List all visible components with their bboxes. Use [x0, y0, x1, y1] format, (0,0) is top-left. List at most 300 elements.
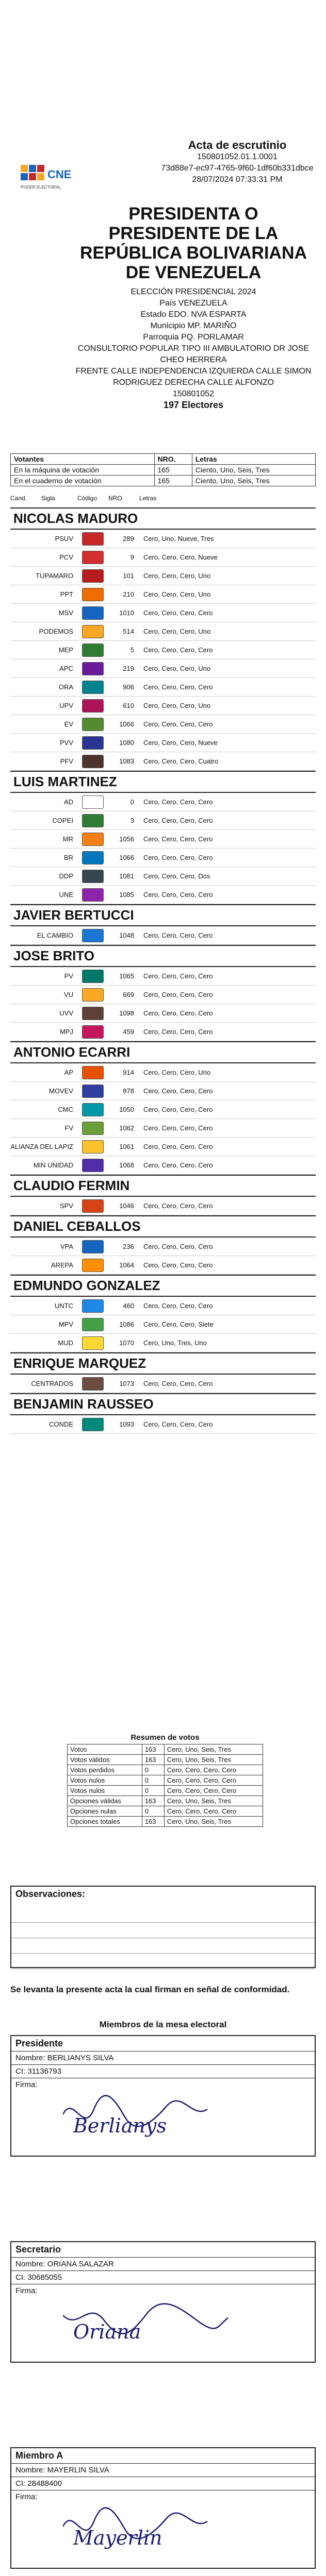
summary-words: Cero, Uno, Seis, Tres	[164, 1796, 263, 1806]
party-code: 1048	[119, 931, 134, 939]
center-code: 150801052	[172, 389, 215, 398]
acta-code: 150801052.01.1.0001	[197, 152, 278, 161]
party-code: 1093	[119, 1420, 134, 1428]
subheader-codigo: Código	[77, 495, 97, 502]
party-emblem	[77, 1024, 108, 1040]
party-sigla: PODEMOS	[39, 628, 73, 635]
party-emblem	[77, 531, 108, 547]
party-votes-words: Cero, Cero, Cero, Cero	[143, 609, 213, 617]
subheader-nro: NRO.	[108, 495, 124, 502]
party-emblem-icon	[82, 1025, 104, 1039]
parish: Parroquia PQ. PORLAMAR	[143, 333, 244, 342]
party-sigla: MOVEV	[49, 1087, 73, 1095]
party-code: 1050	[119, 1106, 134, 1113]
party-emblem	[77, 813, 108, 828]
subheader-letras: Letras	[139, 495, 157, 502]
party-sigla: CONDE	[49, 1420, 73, 1428]
party-code: 289	[123, 535, 134, 543]
party-sigla: AD	[63, 798, 73, 806]
party-votes-words: Cero, Uno, Nueve, Tres	[143, 535, 214, 543]
party-sigla: PVV	[59, 739, 73, 747]
signature-text: Mayerlin	[73, 2527, 162, 2549]
party-code: 1056	[119, 835, 134, 843]
party-code: 914	[123, 1069, 134, 1076]
party-code: 1083	[119, 757, 134, 765]
party-code: 460	[123, 1302, 134, 1310]
cell: 165	[154, 465, 192, 476]
party-row	[10, 604, 316, 622]
party-row	[10, 530, 316, 548]
summary-number: 0	[142, 1806, 164, 1817]
party-votes-words: Cero, Cero, Cero, Uno	[143, 665, 211, 672]
party-code: 1080	[119, 739, 134, 747]
party-code: 1066	[119, 720, 134, 728]
party-code: 514	[123, 628, 134, 635]
signer-name: Nombre: BERLIANYS SILVA	[11, 2052, 315, 2065]
party-sigla: MPV	[58, 1320, 73, 1328]
party-emblem-icon	[82, 736, 104, 750]
party-sigla: PV	[64, 972, 73, 980]
party-sigla: PSUV	[55, 535, 73, 543]
party-row	[10, 1023, 316, 1041]
candidate-group	[10, 507, 316, 771]
party-emblem	[77, 1335, 108, 1351]
party-row	[10, 1063, 316, 1082]
party-emblem	[77, 661, 108, 676]
signer-block	[10, 2241, 316, 2363]
party-votes-words: Cero, Cero, Cero, Cero	[143, 798, 213, 806]
party-emblem-icon	[82, 1103, 104, 1116]
party-emblem-icon	[82, 662, 104, 675]
summary-label: Opciones nulas	[68, 1806, 142, 1817]
party-code: 219	[123, 665, 134, 672]
party-votes-words: Cero, Cero, Cero, Cero	[143, 1028, 213, 1036]
party-sigla: APC	[59, 665, 73, 672]
votantes-header: Votantes	[11, 454, 155, 465]
party-code: 210	[123, 590, 134, 598]
subheader-cand: Cand.	[10, 495, 27, 502]
party-emblem	[77, 1317, 108, 1332]
party-emblem-icon	[82, 625, 104, 638]
acta-header	[0, 134, 326, 453]
party-emblem	[77, 850, 108, 866]
party-emblem-icon	[82, 1159, 104, 1172]
candidate-group	[10, 1215, 316, 1275]
party-emblem-icon	[82, 532, 104, 546]
party-emblem-icon	[82, 851, 104, 865]
party-row	[10, 1004, 316, 1023]
party-sigla: VU	[63, 991, 73, 998]
party-code: 3	[130, 817, 134, 824]
summary-row	[68, 1765, 263, 1775]
party-emblem-icon	[82, 1084, 104, 1098]
party-sigla: EV	[64, 720, 73, 728]
candidate-subheader	[10, 495, 316, 502]
party-row	[10, 734, 316, 752]
cell: Ciento, Uno, Seis, Tres	[192, 476, 315, 486]
signature-text: Oriana	[73, 2320, 141, 2343]
handwritten-signature-icon	[63, 2506, 249, 2557]
signature-area	[11, 2284, 315, 2362]
candidate-group	[10, 771, 316, 904]
party-emblem	[77, 735, 108, 751]
party-emblem	[77, 887, 108, 903]
summary-words: Cero, Cero, Cero, Cero	[164, 1806, 263, 1817]
party-sigla: ALIANZA DEL LAPIZ	[10, 1143, 73, 1150]
summary-row	[68, 1786, 263, 1796]
party-row	[10, 1256, 316, 1275]
party-emblem-icon	[82, 1299, 104, 1313]
candidate-name: DANIEL CEBALLOS	[10, 1215, 316, 1238]
party-sigla: PPT	[60, 590, 73, 598]
nro-header: NRO.	[154, 454, 192, 465]
party-emblem-icon	[82, 1007, 104, 1020]
party-emblem-icon	[82, 1199, 104, 1213]
party-row	[10, 585, 316, 604]
party-row	[10, 1375, 316, 1393]
signer-name: Nombre: ORIANA SALAZAR	[11, 2258, 315, 2271]
signer-name: Nombre: MAYERLIN SILVA	[11, 2464, 315, 2477]
candidate-name: JAVIER BERTUCCI	[10, 904, 316, 926]
party-emblem-icon	[82, 588, 104, 601]
party-row	[10, 793, 316, 811]
cne-logo	[15, 149, 77, 196]
party-emblem	[77, 587, 108, 602]
party-row	[10, 622, 316, 641]
party-votes-words: Cero, Cero, Cero, Cero	[143, 1143, 213, 1150]
summary-label: Votos nulos	[68, 1786, 142, 1796]
party-votes-words: Cero, Cero, Cero, Cero	[143, 1302, 213, 1310]
party-votes-words: Cero, Cero, Cero, Cero	[143, 1261, 213, 1269]
party-sigla: UNTC	[54, 1302, 73, 1310]
party-row	[10, 1119, 316, 1138]
party-votes-words: Cero, Cero, Cero, Cero	[143, 991, 213, 998]
party-emblem	[77, 794, 108, 810]
summary-label: Votos	[68, 1744, 142, 1755]
electors-count: 197 Electores	[163, 400, 224, 410]
party-votes-words: Cero, Cero, Cero, Uno	[143, 702, 211, 709]
party-emblem	[77, 698, 108, 714]
candidate-groups	[10, 507, 316, 1434]
observations-label: Observaciones:	[15, 1889, 86, 1899]
party-emblem	[77, 1298, 108, 1314]
summary-number: 163	[142, 1817, 164, 1827]
party-sigla: CMC	[58, 1106, 73, 1113]
party-votes-words: Cero, Cero, Cero, Cuatro	[143, 757, 219, 765]
party-votes-words: Cero, Cero, Cero, Nueve	[143, 739, 218, 747]
party-emblem	[77, 1102, 108, 1117]
party-code: 1098	[119, 1009, 134, 1017]
party-code: 1081	[119, 872, 134, 880]
party-code: 1068	[119, 1161, 134, 1169]
party-sigla: DDP	[59, 872, 73, 880]
party-votes-words: Cero, Cero, Cero, Cero	[143, 817, 213, 824]
party-sigla: ORA	[58, 683, 73, 691]
candidate-name: ENRIQUE MARQUEZ	[10, 1352, 316, 1375]
party-votes-words: Cero, Cero, Cero, Cero	[143, 854, 213, 861]
party-code: 1070	[119, 1339, 134, 1347]
party-emblem	[77, 1417, 108, 1432]
party-code: 459	[123, 1028, 134, 1036]
summary-words: Cero, Uno, Seis, Tres	[164, 1817, 263, 1827]
acta-label: Acta de escrutinio	[188, 139, 287, 151]
party-sigla: UNE	[59, 891, 73, 899]
party-row	[10, 697, 316, 715]
summary-label: Votos nulos	[68, 1775, 142, 1786]
party-code: 906	[123, 683, 134, 691]
party-code: 1085	[119, 891, 134, 899]
acta-hash: 73d88e7-ec97-4765-9f60-1df60b331dbce	[161, 164, 314, 173]
party-emblem-icon	[82, 970, 104, 983]
party-sigla: CENTRADOS	[31, 1380, 73, 1387]
party-emblem-icon	[82, 1140, 104, 1154]
party-emblem-icon	[82, 1240, 104, 1253]
party-emblem	[77, 568, 108, 584]
party-sigla: MEP	[58, 646, 73, 654]
party-row	[10, 1238, 316, 1256]
party-votes-words: Cero, Cero, Cero, Cero	[143, 1009, 213, 1017]
signer-ci: CI: 28488400	[11, 2477, 315, 2490]
party-votes-words: Cero, Cero, Cero, Uno	[143, 572, 211, 580]
signer-role: Miembro A	[11, 2448, 315, 2464]
party-votes-words: Cero, Cero, Cero, Cero	[143, 891, 213, 899]
party-emblem	[77, 869, 108, 884]
party-code: 878	[123, 1087, 134, 1095]
party-votes-words: Cero, Cero, Cero, Cero	[143, 972, 213, 980]
party-row	[10, 752, 316, 771]
signature-area	[11, 2078, 315, 2156]
voting-center: CONSULTORIO POPULAR TIPO III AMBULATORIO DR JOSE CHEO HERRERA	[77, 344, 309, 364]
cne-logo-icon	[15, 149, 77, 196]
party-emblem	[77, 624, 108, 639]
party-votes-words: Cero, Cero, Cero, Uno	[143, 628, 211, 635]
party-row	[10, 830, 316, 849]
summary-row	[68, 1796, 263, 1806]
summary-row	[68, 1806, 263, 1817]
election-name: ELECCIÓN PRESIDENCIAL 2024	[131, 287, 256, 296]
candidate-group	[10, 945, 316, 1041]
party-row	[10, 1100, 316, 1119]
party-emblem-icon	[82, 643, 104, 657]
members-title: Miembros de la mesa electoral	[99, 2020, 227, 2029]
party-emblem	[77, 550, 108, 565]
summary-words: Cero, Uno, Seis, Tres	[164, 1755, 263, 1765]
party-code: 1010	[119, 609, 134, 617]
party-votes-words: Cero, Cero, Cero, Nueve	[143, 553, 218, 561]
party-row	[10, 1197, 316, 1215]
party-sigla: MR	[62, 835, 73, 843]
party-sigla: MPJ	[60, 1028, 73, 1036]
party-row	[10, 926, 316, 945]
party-sigla: EL CAMBIO	[37, 931, 73, 939]
party-emblem	[77, 1083, 108, 1099]
party-emblem	[77, 1158, 108, 1173]
party-row	[10, 715, 316, 734]
party-emblem-icon	[82, 1336, 104, 1350]
party-emblem-icon	[82, 870, 104, 883]
party-row	[10, 548, 316, 567]
cell: Ciento, Uno, Seis, Tres	[192, 465, 315, 476]
party-code: 1046	[119, 1202, 134, 1210]
party-row	[10, 659, 316, 678]
party-emblem-icon	[82, 569, 104, 583]
summary-row	[68, 1817, 263, 1827]
party-emblem-icon	[82, 814, 104, 827]
party-votes-words: Cero, Cero, Cero, Siete	[143, 1320, 214, 1328]
party-row	[10, 849, 316, 867]
candidate-group	[10, 904, 316, 945]
party-emblem	[77, 1258, 108, 1273]
party-row	[10, 1156, 316, 1175]
party-row	[10, 567, 316, 585]
party-votes-words: Cero, Cero, Cero, Cero	[143, 1124, 213, 1132]
summary-number: 163	[142, 1744, 164, 1755]
party-row	[10, 986, 316, 1004]
svg-text:PODER ELECTORAL: PODER ELECTORAL	[21, 185, 61, 190]
signature-label: Firma:	[15, 2286, 38, 2295]
party-emblem-icon	[82, 1418, 104, 1431]
party-row	[10, 867, 316, 886]
party-sigla: AP	[64, 1069, 73, 1076]
header-info	[155, 139, 320, 185]
candidate-group	[10, 1175, 316, 1215]
party-votes-words: Cero, Cero, Cero, Cero	[143, 1202, 213, 1210]
cell: En el cuaderno de votación	[11, 476, 155, 486]
party-sigla: BR	[63, 854, 73, 861]
party-code: 1086	[119, 1320, 134, 1328]
party-emblem-icon	[82, 833, 104, 846]
summary-table	[67, 1744, 263, 1827]
candidate-name: EDMUNDO GONZALEZ	[10, 1275, 316, 1297]
summary-row	[68, 1755, 263, 1765]
party-emblem-icon	[82, 551, 104, 564]
party-emblem	[77, 1121, 108, 1136]
party-votes-words: Cero, Cero, Cero, Uno	[143, 590, 211, 598]
party-emblem	[77, 1239, 108, 1255]
party-votes-words: Cero, Cero, Cero, Cero	[143, 720, 213, 728]
party-row	[10, 1138, 316, 1156]
signer-block	[10, 2447, 316, 2569]
summary-number: 163	[142, 1755, 164, 1765]
party-code: 1073	[119, 1380, 134, 1387]
party-votes-words: Cero, Cero, Cero, Cero	[143, 1420, 213, 1428]
candidate-name: LUIS MARTINEZ	[10, 771, 316, 793]
party-sigla: VPA	[60, 1243, 73, 1250]
party-row	[10, 811, 316, 830]
party-votes-words: Cero, Cero, Cero, Cero	[143, 931, 213, 939]
party-sigla: FV	[64, 1124, 73, 1132]
summary-number: 163	[142, 1796, 164, 1806]
subheader-sigla: Sigla	[41, 495, 55, 502]
table-row	[11, 465, 316, 476]
summary-words: Cero, Cero, Cero, Cero	[164, 1765, 263, 1775]
cell: En la máquina de votación	[11, 465, 155, 476]
party-emblem-icon	[82, 1377, 104, 1391]
election-title: PRESIDENTA O PRESIDENTE DE LA REPÚBLICA BOLIVARIANA DE VENEZUELA	[79, 204, 307, 282]
signature-label: Firma:	[15, 2080, 38, 2089]
party-emblem-icon	[82, 1122, 104, 1135]
party-votes-words: Cero, Cero, Cero, Cero	[143, 1106, 213, 1113]
party-emblem	[77, 969, 108, 984]
party-sigla: PCV	[59, 553, 73, 561]
party-emblem	[77, 605, 108, 621]
party-votes-words: Cero, Cero, Cero, Cero	[143, 1380, 213, 1387]
party-emblem	[77, 1198, 108, 1214]
signature-label: Firma:	[15, 2493, 38, 2501]
handwritten-signature-icon	[63, 2300, 249, 2351]
party-emblem-icon	[82, 1259, 104, 1272]
party-sigla: SPV	[59, 1202, 73, 1210]
signer-role: Presidente	[11, 2036, 315, 2052]
acta-date: 28/07/2024 07:33:31 PM	[192, 175, 283, 184]
municipality: Municipio MP. MARIÑO	[150, 321, 237, 330]
party-sigla: MSV	[58, 609, 73, 617]
party-code: 1062	[119, 1124, 134, 1132]
cell: 165	[154, 476, 192, 486]
conformity-note: Se levanta la presente acta la cual firman en señal de conformidad.	[10, 1985, 290, 1994]
signer-block	[10, 2035, 316, 2157]
observations-box	[10, 1886, 316, 1968]
summary-label: Opciones válidas	[68, 1796, 142, 1806]
party-row	[10, 1334, 316, 1352]
party-row	[10, 641, 316, 659]
party-votes-words: Cero, Cero, Cero, Cero	[143, 835, 213, 843]
candidate-group	[10, 1275, 316, 1352]
party-votes-words: Cero, Cero, Cero, Cero	[143, 1161, 213, 1169]
party-emblem-icon	[82, 718, 104, 731]
country: País VENEZUELA	[159, 299, 227, 308]
summary-label: Opciones totales	[68, 1817, 142, 1827]
signer-role: Secretario	[11, 2242, 315, 2258]
party-sigla: UVV	[59, 1009, 73, 1017]
signature-text: Berlianys	[73, 2114, 167, 2137]
party-code: 0	[130, 798, 134, 806]
party-emblem-icon	[82, 795, 104, 809]
party-emblem	[77, 928, 108, 943]
party-row	[10, 886, 316, 904]
party-emblem-icon	[82, 888, 104, 902]
table-row	[11, 476, 316, 486]
summary-label: Votos perdidos	[68, 1765, 142, 1775]
party-votes-words: Cero, Cero, Cero, Cero	[143, 1087, 213, 1095]
party-code: 101	[123, 572, 134, 580]
party-emblem-icon	[82, 699, 104, 713]
party-sigla: UPV	[59, 702, 73, 709]
party-code: 1061	[119, 1143, 134, 1150]
summary-row	[68, 1775, 263, 1786]
party-row	[10, 1315, 316, 1334]
signature-area	[11, 2490, 315, 2568]
party-votes-words: Cero, Cero, Cero, Dos	[143, 872, 210, 880]
candidate-name: CLAUDIO FERMIN	[10, 1175, 316, 1197]
center-address: FRENTE CALLE INDEPENDENCIA IZQUIERDA CALLE SIMON RODRIGUEZ DERECHA CALLE ALFONZO	[75, 367, 312, 387]
summary-words: Cero, Cero, Cero, Cero	[164, 1775, 263, 1786]
party-emblem-icon	[82, 681, 104, 694]
party-emblem-icon	[82, 1066, 104, 1079]
party-emblem	[77, 680, 108, 695]
candidate-name: ANTONIO ECARRI	[10, 1041, 316, 1063]
party-emblem	[77, 717, 108, 732]
party-code: 236	[123, 1243, 134, 1250]
party-emblem	[77, 1139, 108, 1155]
party-emblem	[77, 1006, 108, 1021]
summary-words: Cero, Cero, Cero, Cero	[164, 1786, 263, 1796]
party-votes-words: Cero, Cero, Cero, Cero	[143, 646, 213, 654]
party-code: 1066	[119, 854, 134, 861]
party-row	[10, 1297, 316, 1315]
party-emblem	[77, 754, 108, 769]
party-emblem	[77, 987, 108, 1003]
